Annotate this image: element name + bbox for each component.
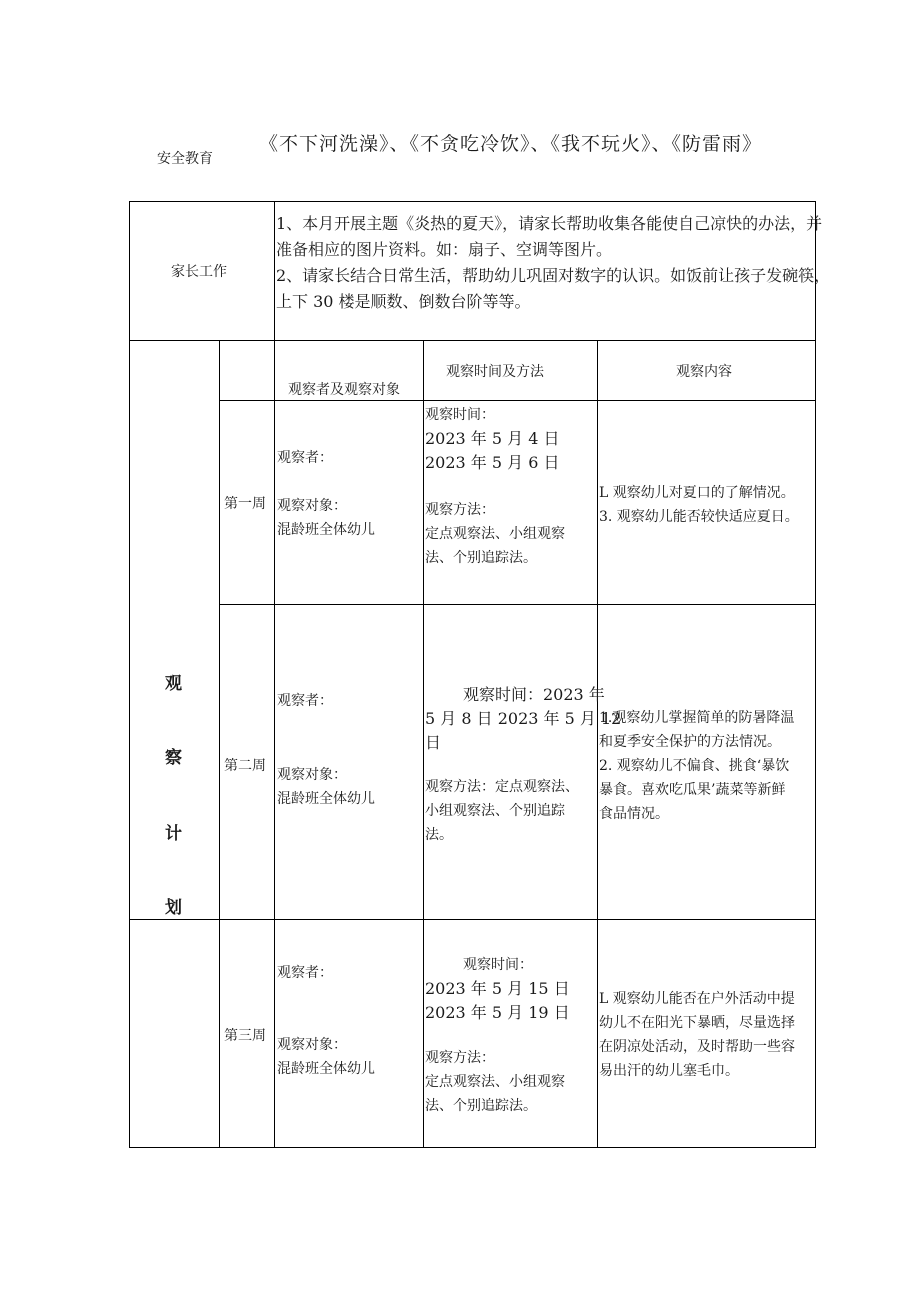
section-char: 计 (165, 824, 182, 844)
parent-work-text (276, 211, 830, 315)
content-line: 暴食。喜欢吃瓜果’蔬菜等新鲜 (599, 782, 786, 798)
content-line: 1.观察幼儿掌握简单的防暑降温 (599, 710, 795, 726)
time-line: 2023 年 5 月 6 日 (425, 453, 560, 472)
header-content: 观察内容 (676, 364, 732, 380)
target-value: 混龄班全体幼儿 (277, 1061, 375, 1077)
content-line: L 观察幼儿对夏口的了解情况。 (599, 485, 795, 501)
time-line: 2023 年 5 月 4 日 (425, 429, 560, 448)
method-line: 法。 (425, 827, 453, 843)
method-line: 观察方法：定点观察法、 (425, 779, 579, 795)
target-label: 观察对象： (277, 498, 347, 514)
time-block (425, 403, 560, 475)
parent-work-line: 2、请家长结合日常生活，帮助幼儿巩固对数字的认识。如饭前让孩子发碗筷， (276, 266, 831, 285)
content-block (599, 481, 799, 529)
method-line: 观察方法： (425, 502, 495, 518)
observer-label: 观察者： (277, 965, 333, 981)
observer-label: 观察者： (277, 693, 333, 709)
week-label: 第二周 (224, 758, 266, 774)
content-line: 2. 观察幼儿不偏食、挑食‘暴饮 (599, 758, 790, 774)
time-line: 观察时间：2023 年 (463, 685, 605, 704)
section-char: 划 (165, 898, 182, 918)
content-block (599, 706, 794, 826)
content-line: L 观察幼儿能否在户外活动中提 (599, 991, 795, 1007)
target-label: 观察对象： (277, 1037, 347, 1053)
section-char: 观 (165, 674, 182, 694)
method-block (425, 498, 565, 570)
content-line: 在阴凉处活动，及时帮助一些容 (599, 1039, 795, 1055)
method-line: 定点观察法、小组观察 (425, 1074, 565, 1090)
section-char: 察 (165, 748, 182, 768)
time-line: 日 (425, 733, 442, 752)
method-line: 定点观察法、小组观察 (425, 526, 565, 542)
header-observer: 观察者及观察对象 (288, 382, 400, 398)
parent-work-label: 家长工作 (171, 264, 227, 280)
content-line: 易出汗的幼儿塞毛巾。 (599, 1063, 739, 1079)
content-line: 幼儿不在阳光下暴晒，尽量选择 (599, 1015, 795, 1031)
time-line: 2023 年 5 月 15 日 (425, 979, 570, 998)
method-block (425, 1046, 565, 1118)
header-time-method: 观察时间及方法 (446, 364, 544, 380)
method-line: 小组观察法、个别追踪 (425, 803, 565, 819)
method-line: 法、个别追踪法。 (425, 1098, 537, 1114)
time-line: 5 月 8 日 2023 年 5 月 12 (425, 709, 622, 728)
observer-label: 观察者： (277, 450, 333, 466)
target-value: 混龄班全体幼儿 (277, 791, 375, 807)
method-block (425, 775, 579, 847)
method-line: 法、个别追踪法。 (425, 550, 537, 566)
method-line: 观察方法： (425, 1050, 495, 1066)
parent-work-line: 上下 30 楼是顺数、倒数台阶等等。 (276, 292, 531, 311)
time-block (425, 683, 621, 755)
week-label: 第三周 (224, 1028, 266, 1044)
content-block (599, 987, 795, 1083)
time-line: 2023 年 5 月 19 日 (425, 1003, 570, 1022)
parent-work-line: 准备相应的图片资料。如：扇子、空调等图片。 (276, 240, 613, 259)
target-value: 混龄班全体幼儿 (277, 522, 375, 538)
safety-topics: 《不下河洗澡》、《不贪吃冷饮》、《我不玩火》、《防雷雨》 (259, 133, 763, 155)
time-line: 观察时间： (425, 407, 495, 423)
safety-label: 安全教育 (157, 151, 213, 167)
time-line: 观察时间： (463, 957, 533, 973)
target-label: 观察对象： (277, 767, 347, 783)
parent-work-line: 1、本月开展主题《炎热的夏天》，请家长帮助收集各能使自己凉快的办法，并 (276, 214, 823, 233)
content-line: 3. 观察幼儿能否较快适应夏日。 (599, 509, 799, 525)
content-line: 食品情况。 (599, 806, 669, 822)
week-label: 第一周 (224, 496, 266, 512)
content-line: 和夏季安全保护的方法情况。 (599, 734, 781, 750)
time-block (425, 953, 570, 1025)
